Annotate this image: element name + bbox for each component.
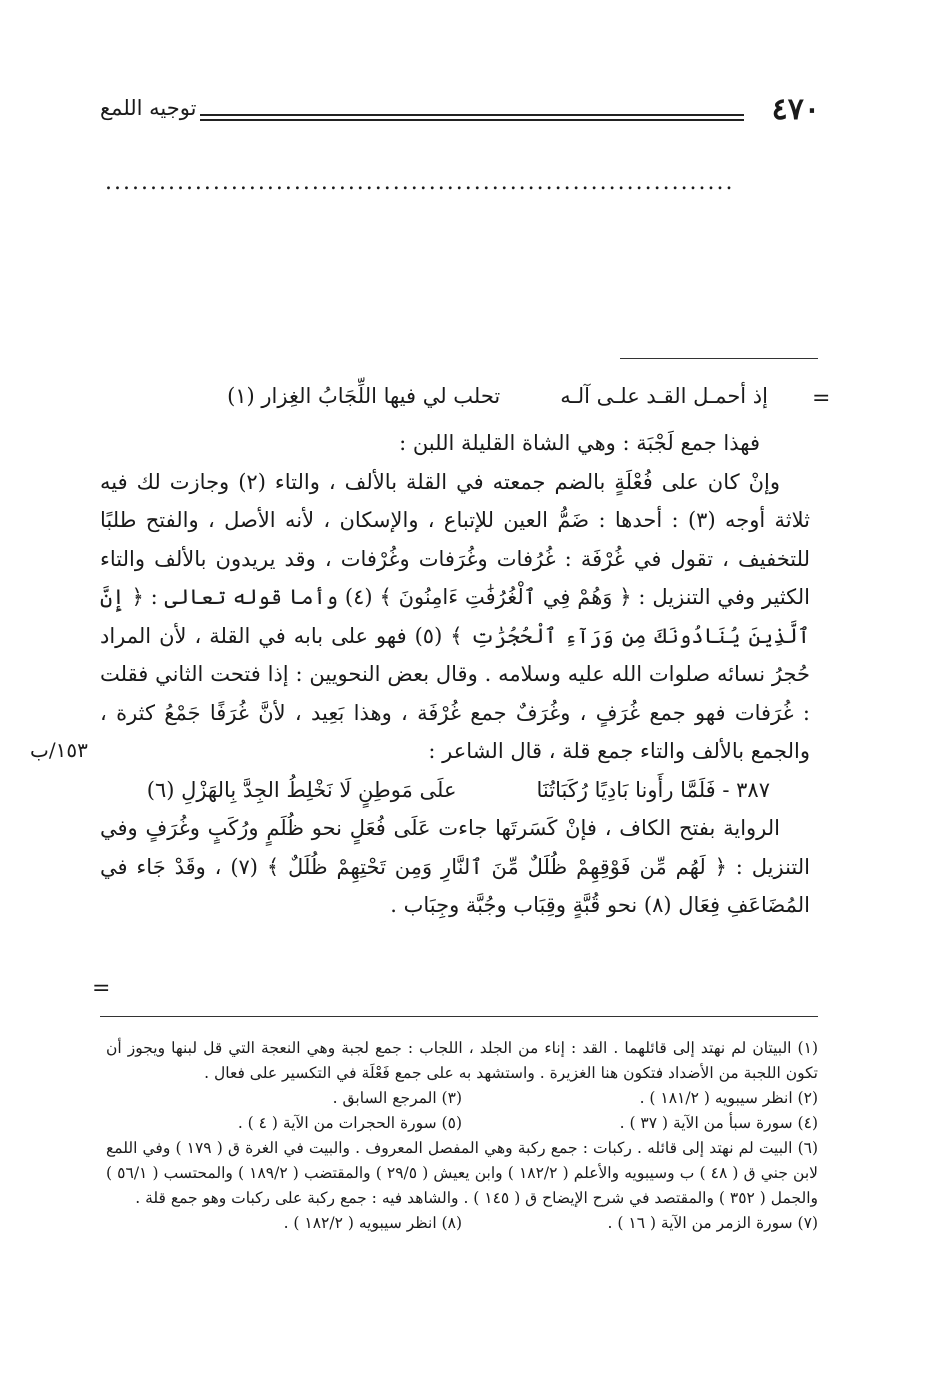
verse-top-second-hemistich: تحلب لي فيها اللِّجَابُ الغِزار (١) [227, 384, 501, 408]
footnote-1: (١) البيتان لم نهتد إلى قائلهما . القد : إناء من الجلد ، اللجاب : جمع لجبة وهي النعجة التي قل لبنها ويجوز أن تكون اللجبة من الأضداد فتكون هنا الغزيرة . واستشهد به على جمع فَعْلَة في التكسير على فعال . [106, 1039, 818, 1082]
footnote-rule [100, 1016, 818, 1017]
verse-387-first-hemistich: ٣٨٧ - فَلَمَّا رأَونا بَادِيًا رُكَبَاتُنَا [536, 777, 770, 802]
footnote-8: (٨) انظر سيبويه ( ١٨٢/٢ ) . [283, 1214, 462, 1232]
verse-top [227, 384, 768, 408]
continuation-mark: = [812, 386, 831, 411]
footnote-6: (٦) البيت لم نهتد إلى قائله . ركبات : جمع ركبة وهي المفصل المعروف . والبيت في الغرة ق ( ١٧٩ ) وفي اللمع لابن جني ق ( ٤٨ ) ب وسيبويه والأعلم ( ١٨٢/٢ ) وابن يعيش ( ٢٩/٥ ) والمقتضب ( ١٨٩/٢ ) والمحتسب ( ٥٦/١ ) والجمل ( ٣٥٢ ) والمقتصد في شرح الإيضاح ق ( ١٤٥ ) . والشاهد فيه : جمع ركبة على ركبات وهو جمع قلة . [106, 1139, 819, 1207]
verse-top-first-hemistich: إذ أحمـل القـد علـى آلـه [560, 384, 768, 408]
paragraph-2: وإنْ كان على فُعْلَةٍ بالضم جمعته في القلة بالألف ، والتاء (٢) وجازت لك فيه ثلاثة أوجه (٣) : أحدها : ضَمُّ العين للإتباع ، والإسكان ، لأنه الأصل ، والفتح طلبًا للتخفيف ، تقول في غُرْفَة : غُرُفات وغُرَفات وغُرْفات ، وقد يريدون بالألف والتاء الكثير وفي التنزيل : ﴿ وَهُمْ فِي ٱلْغُرُفَٰتِ ءَامِنُونَ ﴾ (٤) وأما قوله تعالى : ﴿ إِنَّ ٱلَّذِينَ يُنَادُونَكَ مِن وَرَآءِ ٱلْحُجُرَٰتِ ﴾ (٥) فهو على بابه في القلة ، لأن المراد حُجرُ نسائه صلوات الله عليه وسلامه . وقال بعض النحويين : إذا فتحت الثاني فقلت : غُرَفات فهو جمع غُرَفٍ ، وغُرَفٌ جمع غُرْفَة ، وهذا بَعِيد ، لأنَّ غُرَفًا جَمْعُ كثرة ، والجمع بالألف والتاء جمع قلة ، قال الشاعر : [100, 469, 811, 763]
footnote-row-7-8 [106, 1211, 818, 1236]
paragraph-1: فهذا جمع لَجْبَة : وهي الشاة القليلة اللبن : [399, 431, 760, 455]
dotted-separator: ...................................................................... [105, 170, 735, 195]
page-number: ٤٧٠ [771, 92, 820, 127]
footnote-row-4-5 [106, 1111, 818, 1136]
header-rule [200, 114, 744, 121]
footnote-2: (٢) انظر سيبويه ( ١٨١/٢ ) . [639, 1089, 818, 1107]
main-text [100, 424, 810, 925]
footnote-4: (٤) سورة سبأ من الآية ( ٣٧ ) . [619, 1114, 818, 1132]
section-rule [620, 358, 818, 359]
continuation-mark-bottom: = [92, 976, 111, 1001]
verse-387-second-hemistich: علَى مَوطِنٍ لَا نَخْلِطُ الجِدَّ بِالهَزْلِ (٦) [146, 777, 457, 802]
footnote-5: (٥) سورة الحجرات من الآية ( ٤ ) . [237, 1114, 462, 1132]
verse-387 [100, 771, 810, 810]
paragraph-3: الرواية بفتح الكاف ، فإنْ كَسَرتَها جاءت عَلَى فُعَلٍ نحو ظُلَمٍ ورُكَبٍ وغُرَفٍ وفي التنزيل : ﴿ لَهُم مِّن فَوْقِهِمْ ظُلَلٌ مِّنَ ٱلنَّارِ وَمِن تَحْتِهِمْ ظُلَلٌ ﴾ (٧) ، وقَدْ جَاء في المُضَاعَفِ فِعَال (٨) نحو قُبَّةٍ وقِبَاب وجُبَّة وجِبَاب . [100, 816, 810, 917]
footnote-row-2-3 [106, 1086, 818, 1111]
manuscript-folio-note: ١٥٣/ب [30, 738, 88, 762]
page-header [100, 88, 820, 128]
running-title: توجيه اللمع [100, 96, 197, 120]
footnote-7: (٧) سورة الزمر من الآية ( ١٦ ) . [607, 1214, 818, 1232]
footnote-3: (٣) المرجع السابق . [332, 1089, 462, 1107]
footnotes [106, 1036, 818, 1236]
